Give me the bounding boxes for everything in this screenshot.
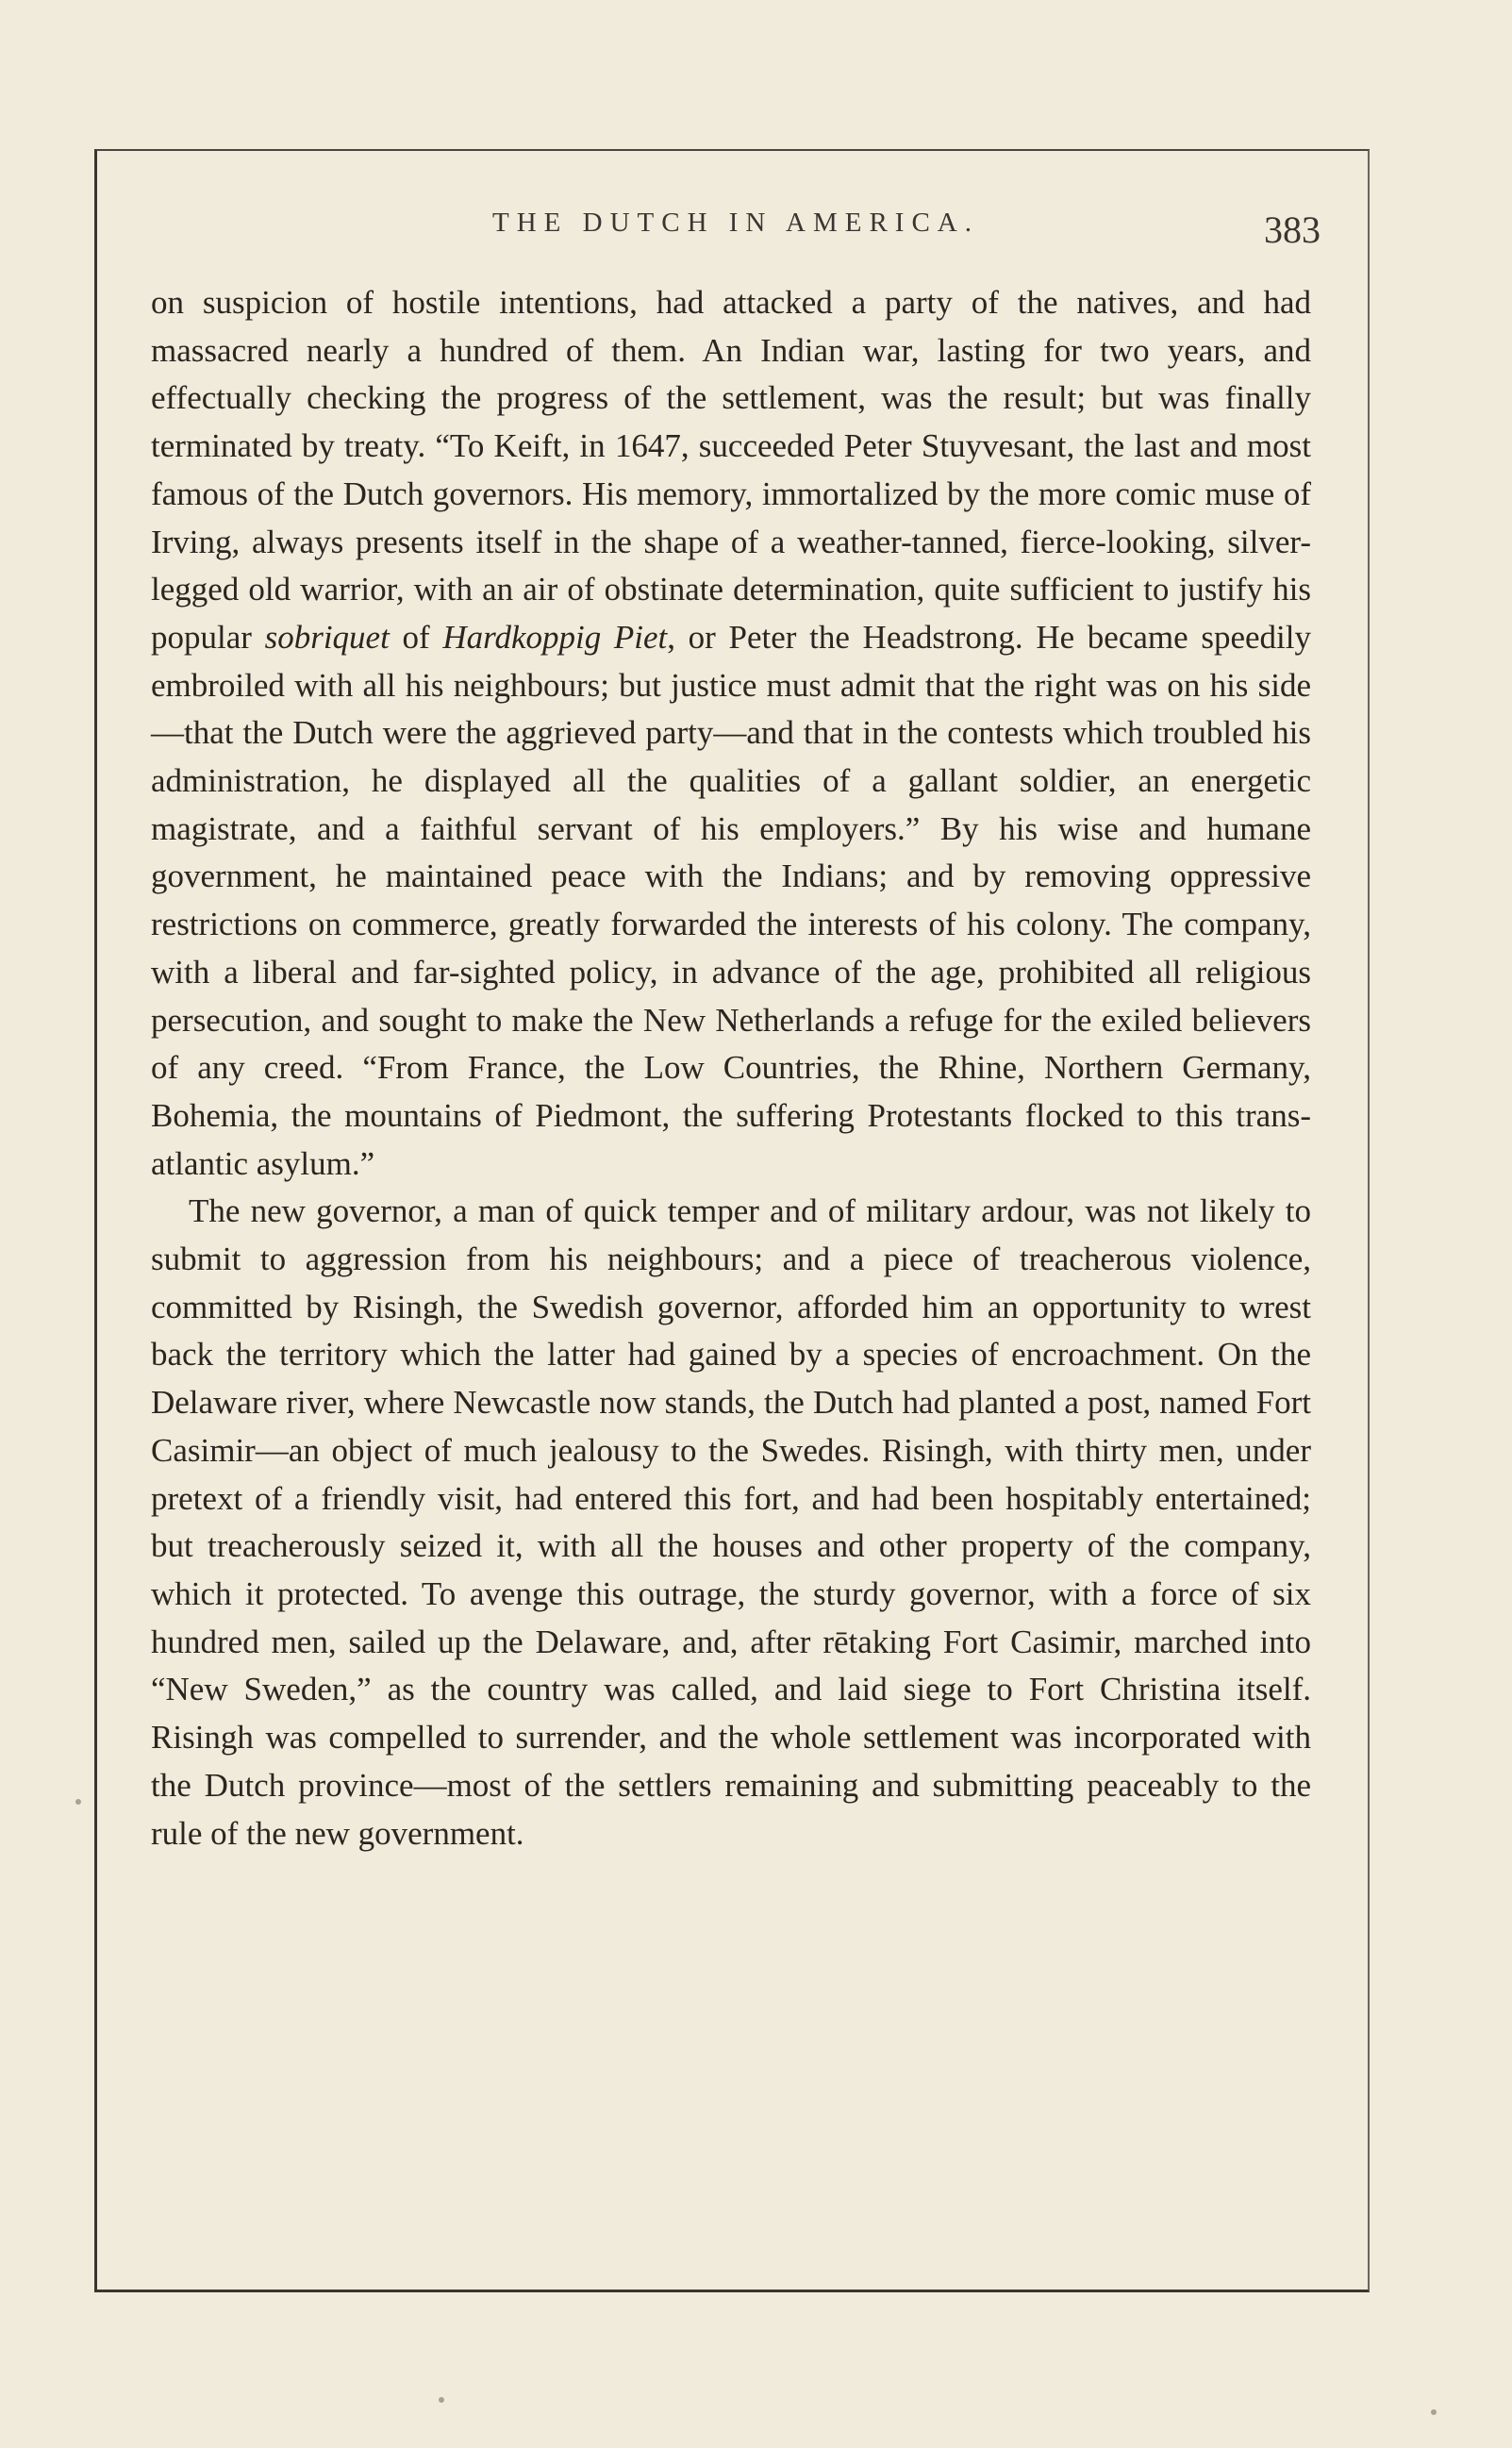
body-text xyxy=(151,279,1311,1857)
italic-sobriquet: sobriquet xyxy=(264,618,390,656)
paper-speck xyxy=(75,1799,81,1805)
paper-speck xyxy=(1431,2409,1437,2415)
paragraph-1 xyxy=(151,279,1311,1188)
page-header xyxy=(151,200,1321,257)
paper-speck xyxy=(439,2397,444,2403)
page-number: 383 xyxy=(1264,208,1321,251)
running-title: THE DUTCH IN AMERICA. xyxy=(492,208,979,238)
paragraph-1-text-a: on suspicion of hostile intentions, had attacked a party of the natives, and had massacred nearly a hundred of them. An Indian war, lasting for two years, and effectually checking the progress of the settlement, was the result; but was finally terminated by treaty. “To Keift, in 1647, succeeded Peter Stuyvesant, the last and most famous of the Dutch governors. His memory, immortalized by the more comic muse of Irving, always presents itself in the shape of a weather-tanned, fierce-looking, silver-legged old warrior, with an air of obstinate determination, quite sufficient to justify his popular xyxy=(151,284,1311,656)
paragraph-1-text-c: , or Peter the Headstrong. He became speedily embroiled with all his neighbours; but justice must admit that the right was on his side—that the Dutch were the aggrieved party—and that in the contests which troubled his administration, he displayed all the qualities of a gallant soldier, an energetic magistrate, and a faithful servant of his employers.” By his wise and humane government, he maintained peace with the Indians; and by removing oppressive restrictions on commerce, greatly forwarded the interests of his colony. The company, with a liberal and far-sighted policy, in advance of the age, prohibited all religious persecution, and sought to make the New Netherlands a refuge for the exiled believers of any creed. “From France, the Low Countries, the Rhine, Northern Germany, Bohemia, the mountains of Piedmont, the suffering Protestants flocked to this trans-atlantic asylum.” xyxy=(151,618,1311,1182)
paragraph-2: The new governor, a man of quick temper and of military ardour, was not likely to submit to aggression from his neighbours; and a piece of treacherous violence, committed by Risingh, the Swedish governor, afforded him an opportunity to wrest back the territory which the latter had gained by a species of encroachment. On the Delaware river, where Newcastle now stands, the Dutch had planted a post, named Fort Casimir—an object of much jealousy to the Swedes. Risingh, with thirty men, under pretext of a friendly visit, had entered this fort, and had been hospitably entertained; but treacherously seized it, with all the houses and other property of the company, which it protected. To avenge this outrage, the sturdy governor, with a force of six hundred men, sailed up the Delaware, and, after rētaking Fort Casimir, marched into “New Sweden,” as the country was called, and laid siege to Fort Christina itself. Risingh was compelled to surrender, and the whole settlement was incorporated with the Dutch province—most of the settlers remaining and submitting peaceably to the rule of the new government. xyxy=(151,1192,1311,1852)
italic-hardkoppig-piet: Hardkoppig Piet xyxy=(442,618,668,656)
paragraph-1-text-b: of xyxy=(389,618,443,656)
